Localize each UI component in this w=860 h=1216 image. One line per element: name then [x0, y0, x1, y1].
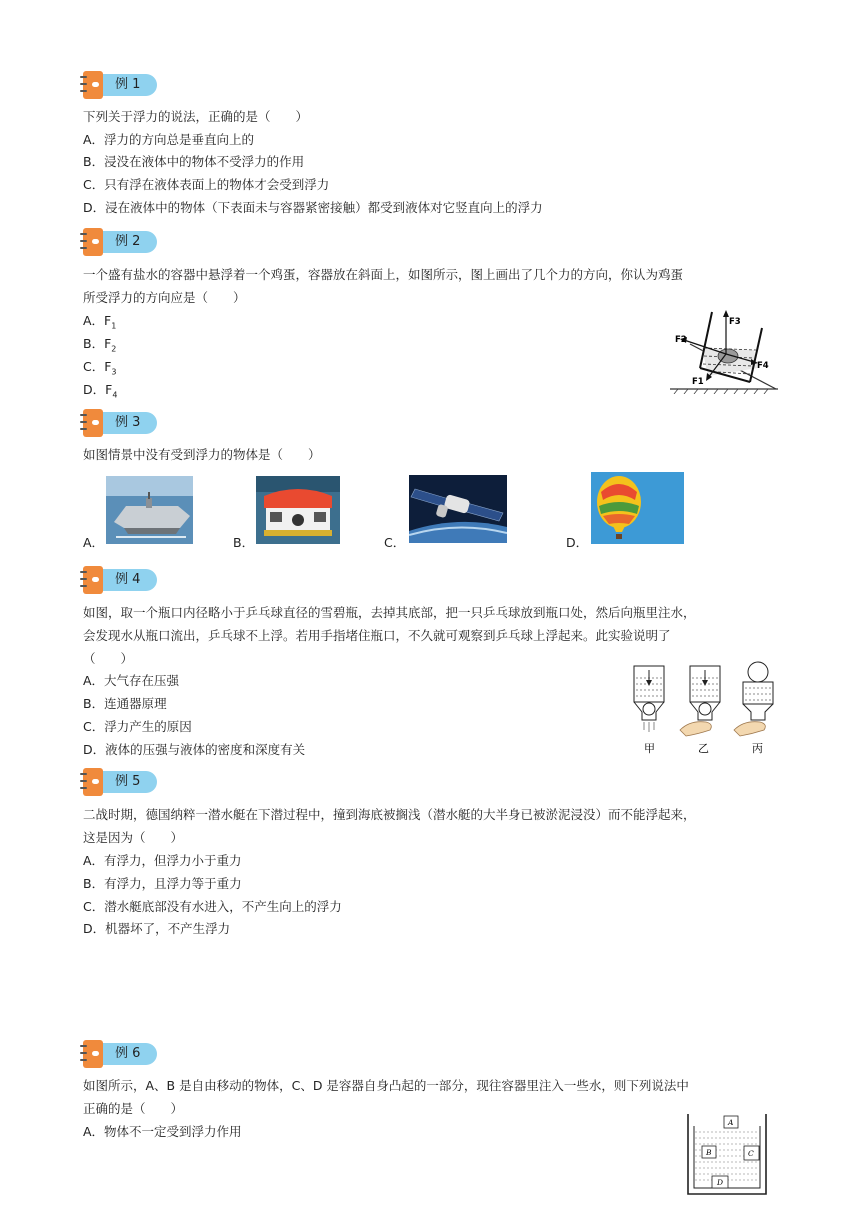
question-stem: 这是因为（ ）	[83, 830, 184, 845]
option-b: B．$F_2$	[83, 336, 117, 354]
space-station-photo	[409, 475, 507, 543]
object-label-b: B	[706, 1148, 712, 1157]
option-c: C．浮力产生的原因	[83, 719, 192, 734]
object-label-d: D	[717, 1178, 724, 1187]
object-label-c: C	[748, 1149, 754, 1158]
example-badge-5	[83, 768, 159, 796]
question-stem: 所受浮力的方向应是（ ）	[83, 290, 246, 305]
hot-air-balloon-photo	[591, 472, 684, 544]
question-stem: 一个盛有盐水的容器中悬浮着一个鸡蛋，容器放在斜面上，如图所示，图上画出了几个力的方向，你认为鸡蛋	[83, 267, 684, 282]
option-b: B．浸没在液体中的物体不受浮力的作用	[83, 154, 305, 169]
option-d: D．浸在液体中的物体（下表面未与容器紧密接触）都受到液体对它竖直向上的浮力	[83, 200, 543, 215]
option-a: A．物体不一定受到浮力作用	[83, 1124, 242, 1139]
option-a: A．有浮力，但浮力小于重力	[83, 853, 242, 868]
option-b: B．连通器原理	[83, 696, 167, 711]
notebook-icon	[83, 228, 103, 256]
option-d: D．	[566, 535, 589, 550]
question-stem: 如图所示，A、B 是自由移动的物体，C、D 是容器自身凸起的一部分，现往容器里注入一些水，则下列说法中	[83, 1078, 689, 1093]
option-c: C．$F_3$	[83, 359, 117, 377]
example-badge-6	[83, 1040, 159, 1068]
example-label: 例 4	[115, 572, 141, 587]
force-label-f1: F1	[692, 377, 704, 387]
question-stem: 正确的是（ ）	[83, 1101, 184, 1116]
example-label: 例 6	[115, 1046, 141, 1061]
example-label: 例 2	[115, 234, 141, 249]
question-stem: 会发现水从瓶口流出，乒乓球不上浮。若用手指堵住瓶口，不久就可观察到乒乓球上浮起来。此实验说明了	[83, 628, 671, 643]
option-d: D．机器坏了，不产生浮力	[83, 921, 231, 936]
force-label-f4: F4	[757, 361, 769, 371]
example-badge-1	[83, 71, 159, 99]
object-label-a: A	[728, 1118, 734, 1127]
question-stem: 如图，取一个瓶口内径略小于乒乓球直径的雪碧瓶，去掉其底部，把一只乒乓球放到瓶口处，然后向瓶里注水，	[83, 605, 696, 620]
notebook-icon	[83, 566, 103, 594]
bottle-jia	[634, 666, 664, 732]
aircraft-carrier-photo	[106, 476, 193, 544]
question-stem: 二战时期，德国纳粹一潜水艇在下潜过程中，撞到海底被搁浅（潜水艇的大半身已被淤泥浸没）而不能浮起来，	[83, 807, 696, 822]
notebook-icon	[83, 71, 103, 99]
bottle-label-bing: 丙	[752, 742, 763, 755]
notebook-icon	[83, 1040, 103, 1068]
option-c: C．只有浮在液体表面上的物体才会受到浮力	[83, 177, 330, 192]
example-label: 例 3	[115, 415, 141, 430]
option-a: A．浮力的方向总是垂直向上的	[83, 132, 255, 147]
bottle-label-jia: 甲	[644, 742, 655, 755]
example-label: 例 1	[115, 77, 141, 92]
force-label-f3: F3	[729, 317, 741, 327]
bottle-bing	[734, 662, 773, 736]
notebook-icon	[83, 409, 103, 437]
option-a: A．$F_1$	[83, 313, 117, 331]
option-b: B．有浮力，且浮力等于重力	[83, 876, 242, 891]
bottle-label-yi: 乙	[698, 742, 709, 755]
example-badge-2	[83, 228, 159, 256]
option-a: A．大气存在压强	[83, 673, 180, 688]
bottle-experiment-figure	[628, 660, 778, 758]
notebook-icon	[83, 768, 103, 796]
force-label-f2: F2	[675, 335, 687, 345]
option-c: C．	[384, 535, 406, 550]
question-stem: 下列关于浮力的说法，正确的是（ ）	[83, 109, 309, 124]
option-c: C．潜水艇底部没有水进入，不产生向上的浮力	[83, 899, 342, 914]
question-stem: （ ）	[83, 651, 134, 666]
option-b: B．	[233, 535, 255, 550]
example-badge-3	[83, 409, 159, 437]
option-a: A．	[83, 535, 105, 550]
container-objects-figure	[684, 1110, 770, 1198]
bottle-yi	[680, 666, 720, 736]
example-badge-4	[83, 566, 159, 594]
submersible-photo	[256, 476, 340, 544]
incline-container-figure	[668, 306, 780, 394]
option-d: D．$F_4$	[83, 382, 118, 400]
option-d: D．液体的压强与液体的密度和深度有关	[83, 742, 306, 757]
question-stem: 如图情景中没有受到浮力的物体是（ ）	[83, 447, 321, 462]
example-label: 例 5	[115, 774, 141, 789]
